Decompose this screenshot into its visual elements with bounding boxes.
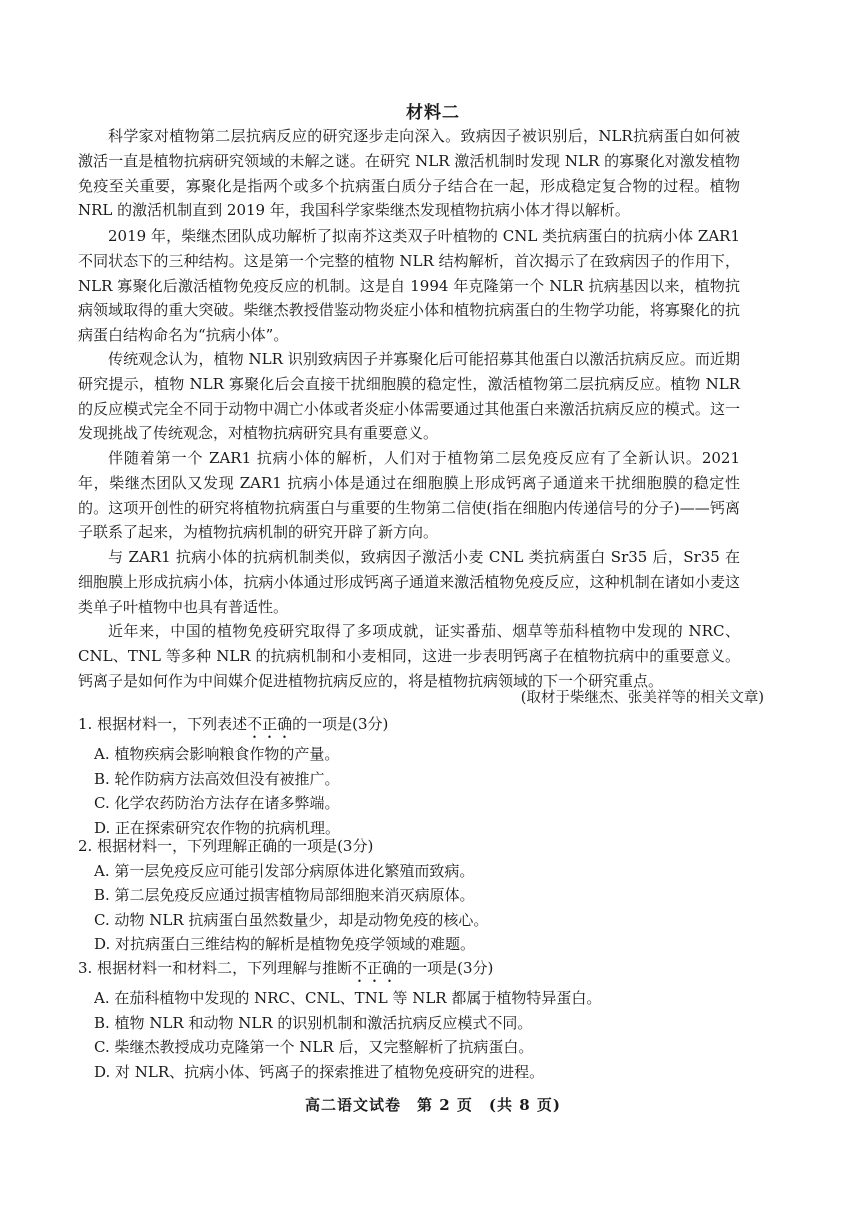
option-c[interactable]: C. 动物 NLR 抗病蛋白虽然数量少，却是动物免疫的核心。 bbox=[94, 910, 489, 929]
question-stem bbox=[78, 712, 758, 742]
question-3 bbox=[78, 956, 758, 1084]
option-a[interactable]: A. 植物疾病会影响粮食作物的产量。 bbox=[94, 745, 340, 763]
option-b[interactable]: B. 植物 NLR 和动物 NLR 的识别机制和激活抗病反应模式不同。 bbox=[94, 1013, 533, 1032]
page-footer: 高二语文试卷 第 2 页 (共 8 页) bbox=[305, 1096, 561, 1114]
stem-text-end: 的一项是(3分) bbox=[292, 715, 389, 733]
paragraph-3: 传统观念认为，植物 NLR 识别致病因子并寡聚化后可能招募其他蛋白以激活抗病反应。而近期研究提示，植物 NLR 寡聚化后会直接干扰细胞膜的稳定性，激活植物第二层抗病反应。植物 NLR 的反应模式完全不同于动物中凋亡小体或者炎症小体需要通过其他蛋白来激活抗病反应的模式。这一发现挑战了传统观念，对植物抗病研究具有重要意义。 bbox=[78, 350, 740, 443]
option-d[interactable]: D. 对 NLR、抗病小体、钙离子的探索推进了植物免疫研究的进程。 bbox=[94, 1062, 545, 1081]
option-c[interactable]: C. 化学农药防治方法存在诸多弊端。 bbox=[94, 794, 340, 812]
paragraph-1: 科学家对植物第二层抗病反应的研究逐步走向深入。致病因子被识别后，NLR抗病蛋白如何被激活一直是植物抗病研究领域的未解之谜。在研究 NLR 激活机制时发现 NLR 的寡聚化对激发植物免疫至关重要，寡聚化是指两个或多个抗病蛋白质分子结合在一起，形成稳定复合物的过程。植物 NRL 的激活机制直到 2019 年，我国科学家柴继杰发现植物抗病小体才得以解析。 bbox=[78, 127, 740, 220]
stem-emphasis: 不正确 bbox=[352, 959, 398, 977]
option-d[interactable]: D. 对抗病蛋白三维结构的解析是植物免疫学领域的难题。 bbox=[94, 935, 476, 953]
stem-text: 2. 根据材料一，下列理解正确的一项是(3分) bbox=[78, 837, 374, 855]
option-c[interactable]: C. 柴继杰教授成功克隆第一个 NLR 后，又完整解析了抗病蛋白。 bbox=[94, 1038, 534, 1056]
question-stem bbox=[78, 834, 758, 859]
question-2 bbox=[78, 834, 758, 957]
stem-emphasis: 不正确 bbox=[247, 715, 293, 733]
material-title: 材料二 bbox=[406, 103, 460, 123]
option-a[interactable]: A. 第一层免疫反应可能引发部分病原体进化繁殖而致病。 bbox=[94, 861, 475, 880]
question-1 bbox=[78, 712, 758, 840]
paragraph-5: 与 ZAR1 抗病小体的抗病机制类似，致病因子激活小麦 CNL 类抗病蛋白 Sr35 后，Sr35 在细胞膜上形成抗病小体，抗病小体通过形成钙离子通道来激活植物免疫反应，这种机制在诸如小麦这类单子叶植物中也具有普适性。 bbox=[78, 548, 740, 616]
option-a[interactable]: A. 在茄科植物中发现的 NRC、CNL、TNL 等 NLR 都属于植物特异蛋白。 bbox=[94, 989, 602, 1007]
question-stem bbox=[78, 956, 758, 986]
stem-text: 1. 根据材料一，下列表述 bbox=[78, 715, 248, 733]
option-d[interactable]: D. 正在探索研究农作物的抗病机理。 bbox=[94, 818, 341, 837]
option-b[interactable]: B. 轮作防病方法高效但没有被推广。 bbox=[94, 769, 340, 788]
source-note: (取材于柴继杰、张美祥等的相关文章) bbox=[520, 690, 764, 706]
paragraph-2: 2019 年，柴继杰团队成功解析了拟南芥这类双子叶植物的 CNL 类抗病蛋白的抗病小体 ZAR1 不同状态下的三种结构。这是第一个完整的植物 NLR 结构解析，首次揭示了在致病因子的作用下，NLR 寡聚化后激活植物免疫反应的机制。这是自 1994 年克隆第一个 NLR 抗病基因以来，植物抗病领域取得的重大突破。柴继杰教授借鉴动物炎症小体和植物抗病蛋白的生物学功能，将寡聚化的抗病蛋白结构命名为“抗病小体”。 bbox=[78, 227, 740, 345]
stem-text-end: 的一项是(3分) bbox=[397, 959, 494, 977]
paragraph-6: 近年来，中国的植物免疫研究取得了多项成就，证实番茄、烟草等茄科植物中发现的 NRC、CNL、TNL 等多种 NLR 的抗病机制和小麦相同，这进一步表明钙离子在植物抗病中的重要意义。钙离子是如何作为中间媒介促进植物抗病反应的，将是植物抗病领域的下一个研究重点。 bbox=[78, 622, 740, 690]
stem-text: 3. 根据材料一和材料二，下列理解与推断 bbox=[78, 959, 353, 977]
paragraph-4: 伴随着第一个 ZAR1 抗病小体的解析，人们对于植物第二层免疫反应有了全新认识。2021 年，柴继杰团队又发现 ZAR1 抗病小体是通过在细胞膜上形成钙离子通道来干扰细胞膜的稳定性的。这项开创性的研究将植物抗病蛋白与重要的生物第二信使(指在细胞内传递信号的分子)——钙离子联系了起来，为植物抗病机制的研究开辟了新方向。 bbox=[78, 449, 740, 542]
option-b[interactable]: B. 第二层免疫反应通过损害植物局部细胞来消灭病原体。 bbox=[94, 886, 475, 904]
